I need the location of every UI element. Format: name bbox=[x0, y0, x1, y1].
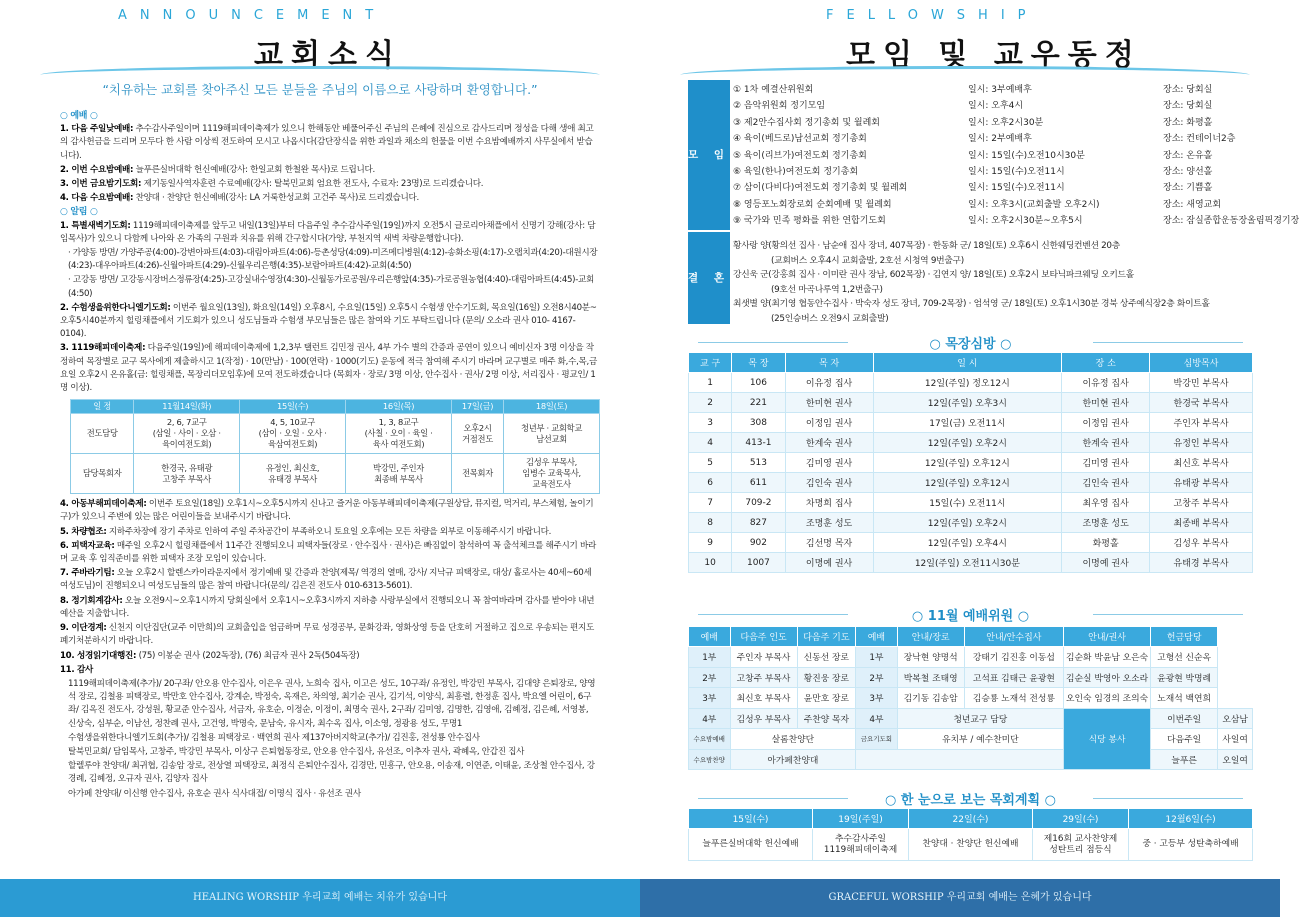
notice-item bbox=[60, 247, 598, 273]
visit-cell: 유태광 부목사 bbox=[1150, 473, 1253, 493]
duty-cell: 황진웅 장로 bbox=[797, 667, 856, 688]
duty-header: 예배 bbox=[689, 627, 731, 647]
notice-item bbox=[60, 567, 598, 593]
notice-label: 7. 주바라기팀: bbox=[60, 568, 115, 579]
visit-cell: 3 bbox=[689, 413, 732, 433]
meeting-name: ④ 육이(베드로)남선교회 정기총회 bbox=[733, 134, 867, 145]
meeting-time: 일시: 3부예배후 bbox=[968, 85, 1032, 95]
announcement-eyebrow: ANNOUNCEMENT bbox=[118, 8, 387, 23]
visit-cell: 김인숙 권사 bbox=[785, 473, 873, 493]
meeting-place: 장소: 온유홀 bbox=[1163, 150, 1213, 161]
visit-cell: 한계숙 권사 bbox=[785, 433, 873, 453]
notice-item bbox=[60, 540, 598, 566]
schedule-header: 16일(목) bbox=[346, 400, 452, 414]
visit-cell: 최종배 부목사 bbox=[1150, 513, 1253, 533]
visit-cell: 8 bbox=[689, 513, 732, 533]
plan-cell: 중 · 고등부 성탄축하예배 bbox=[1129, 829, 1253, 861]
visit-cell: 709-2 bbox=[732, 493, 785, 513]
duty-cell: 김기동 김송암 bbox=[897, 688, 964, 709]
visit-row bbox=[689, 493, 1253, 513]
visit-cell: 9 bbox=[689, 533, 732, 553]
duty-cell: 윤광현 박명례 bbox=[1151, 667, 1218, 688]
duty-cell: 수요밤찬양 bbox=[689, 749, 731, 770]
notice-label: 6. 피택자교육: bbox=[60, 540, 115, 551]
duty-cell: 다음주일 bbox=[1151, 729, 1218, 750]
visit-cell: 조명훈 성도 bbox=[1062, 513, 1150, 533]
visit-row bbox=[689, 393, 1253, 413]
visit-cell: 조명훈 성도 bbox=[785, 513, 873, 533]
notice-item bbox=[60, 678, 598, 731]
duty-cell: 오인숙 임경의 조의숙 bbox=[1064, 688, 1151, 709]
visit-cell: 한미현 권사 bbox=[1062, 393, 1150, 413]
duty-cell: 노재석 백연희 bbox=[1151, 688, 1218, 709]
wedding-line: (9호선 마곡나루역 1,2번출구) bbox=[771, 284, 883, 295]
duty-cell: 최신호 부목사 bbox=[730, 688, 797, 709]
visit-cell: 12일(주일) 정오12시 bbox=[873, 373, 1062, 393]
duty-cell: 4부 bbox=[689, 708, 731, 729]
visit-cell: 413-1 bbox=[732, 433, 785, 453]
notice-item bbox=[60, 220, 598, 246]
notice-text: 할렐루야 찬양대/ 최귀협, 김송암 장로, 전상열 피택장로, 최정식 은퇴안수집사, 김경만, 민흥구, 안오용, 이송재, 이연준, 이태윤, 조상철 안수집사, 강경례, 김혜정, 오규자 권사, 김양자 집사 bbox=[68, 761, 595, 785]
visit-cell: 12일(주일) 오후2시 bbox=[873, 433, 1062, 453]
meeting-time: 일시: 2부예배후 bbox=[968, 134, 1032, 145]
plan-cell: 늘푸른실버대학 헌신예배 bbox=[689, 829, 813, 861]
visit-cell: 주인자 부목사 bbox=[1150, 413, 1253, 433]
visit-cell: 2 bbox=[689, 393, 732, 413]
duty-cell: 김승룡 노재석 전성룡 bbox=[964, 688, 1063, 709]
notice-item bbox=[60, 788, 598, 801]
notice-text: 늘푸른실버대학 헌신예배(강사: 한일교회 한철완 목사)로 드립니다. bbox=[133, 164, 375, 175]
duty-cell: 4부 bbox=[856, 708, 898, 729]
duty-cell: 장낙현 양명석 bbox=[897, 647, 964, 668]
announcement-body bbox=[60, 110, 598, 802]
visit-cell: 221 bbox=[732, 393, 785, 413]
visit-cell: 유정인 부목사 bbox=[1150, 433, 1253, 453]
notice-text: 신천지 이단집단(교주 이만희)의 교회출입을 엄금하며 무료 성경공부, 문화강좌, 영화상영 등을 단호히 거절하고 집으로 우송되는 편지도 폐기처분하시기 바랍니다. bbox=[60, 623, 595, 647]
duty-cell: 오삼남 bbox=[1218, 708, 1253, 729]
visit-cell: 이명예 권사 bbox=[1062, 553, 1150, 573]
notice-item bbox=[60, 760, 598, 786]
visit-cell: 7 bbox=[689, 493, 732, 513]
notice-label: 2. 수험생을위한다니엘기도회: bbox=[60, 302, 171, 313]
notice-text: (75) 이봉순 권사 (202독장), (76) 최금자 권사 2독(504독장) bbox=[136, 650, 360, 661]
notice-item bbox=[60, 274, 598, 300]
notice-label: 11. 감사 bbox=[60, 664, 94, 675]
visit-cell: 1 bbox=[689, 373, 732, 393]
schedule-cell: 담당목회자 bbox=[71, 454, 134, 494]
notice-item bbox=[60, 302, 598, 342]
duty-header: 안내/안수집사 bbox=[964, 627, 1063, 647]
footer-graceful-worship: GRACEFUL WORSHIP 우리교회 예배는 은혜가 있습니다 bbox=[640, 879, 1280, 917]
notice-label: 4. 아동부해피데이축제: bbox=[60, 499, 147, 510]
visit-cell: 6 bbox=[689, 473, 732, 493]
notice-list-b bbox=[60, 498, 598, 800]
duty-cell: 주인자 부목사 bbox=[730, 647, 797, 668]
duty-cell: 신동선 장로 bbox=[797, 647, 856, 668]
visit-header: 교 구 bbox=[689, 353, 732, 373]
notice-text: · 가양동 방면/ 가양주공(4:00)-강변아파트(4:03)-대림아파트(4:06)-등촌성당(4:09)-미즈메디병원(4:12)-송화소핑(4:17)-오랩치과(4:20)-대원시장(4:23)-대우아파트(4:26)-신월아파트(4:29)-신월우리은행(4:35)-보람아파트(4:42)-교회(4:50) bbox=[68, 248, 598, 272]
visit-cell: 4 bbox=[689, 433, 732, 453]
notice-text: 1119해피데이축제를 앞두고 내일(13일)부터 다음주일 추수감사주일(19일)까지 오전5시 글로리아채플에서 신명기 강해(강사: 담임목사)가 있으니 다함께 나아와 온 가족의 구원과 치유를 위해 간구합시다(가양, 부천지역 새벽 차량운행합니다). bbox=[60, 220, 596, 244]
fellowship-eyebrow: FELLOWSHIP bbox=[826, 8, 1039, 23]
plan-header: 22일(수) bbox=[909, 809, 1033, 829]
duty-cell: 금요기도회 bbox=[856, 729, 898, 750]
duty-caption: ○ 11월 예배위원 ○ bbox=[688, 605, 1253, 624]
duty-row bbox=[689, 667, 1253, 688]
visit-cell: 12일(주일) 오후3시 bbox=[873, 393, 1062, 413]
meeting-time: 일시: 15일(수)오전11시 bbox=[968, 167, 1065, 177]
duty-cell: 수요밤예배 bbox=[689, 729, 731, 750]
duty-cell: 3부 bbox=[856, 688, 898, 709]
notice-text: 이번주 토요일(18일) 오후1시~오후5시까지 신나고 즐거운 아동부해피데이축제(구원상담, 뮤지컬, 먹거리, 부스체험, 놀이기구)가 있으니 주변에 있는 많은 어린이들을 보내주시기 바랍니다. bbox=[60, 499, 594, 523]
notice-label: 3. 1119해피데이축제: bbox=[60, 343, 146, 354]
notice-label: 4. 다음 수요밤예배: bbox=[60, 193, 134, 204]
visit-row bbox=[689, 413, 1253, 433]
page-title: 교회소식 bbox=[254, 38, 402, 73]
notice-item bbox=[60, 650, 598, 663]
visit-cell: 김인숙 권사 bbox=[1062, 473, 1150, 493]
footer-healing-worship: HEALING WORSHIP 우리교회 예배는 치유가 있습니다 bbox=[0, 879, 640, 917]
wedding-line: (교회버스 오후4시 교회출발, 2호선 시청역 9번출구) bbox=[771, 255, 964, 266]
notice-text: 오늘 오후2시 할렌스카이라운지에서 정기예배 및 간증과 찬양(제목/ 역경의 열매, 강사/ 지낙규 피택장로, 대상/ 홀로사는 40세~60세 여성도님)이 진행되오니 여성도님들의 많은 참여 바랍니다(문의/ 김은진 전도사 010-6313-5601). bbox=[60, 568, 592, 592]
wedding-line: 강신욱 군(강홍희 집사 · 이미란 권사 장남, 602목장) · 김연지 양/ 18일(토) 오후2시 보타닉파크웨딩 오키드홀 bbox=[733, 270, 1134, 281]
meeting-time: 일시: 15일(수)오전11시 bbox=[968, 183, 1065, 194]
duty-header: 예배 bbox=[856, 627, 898, 647]
notice-text: 제기동일사역자훈련 수료예배(강사: 탈북민교회 엄요한 전도사, 수료자: 23명)로 드리겠습니다. bbox=[141, 179, 484, 190]
notice-item bbox=[60, 732, 598, 745]
visit-cell: 화평홀 bbox=[1062, 533, 1150, 553]
visit-cell: 이명예 권사 bbox=[785, 553, 873, 573]
visit-cell: 최우영 집사 bbox=[1062, 493, 1150, 513]
duty-cell: 아가페찬양대 bbox=[730, 749, 856, 770]
duty-cell: 김성우 부목사 bbox=[730, 708, 797, 729]
duty-row bbox=[689, 749, 1253, 770]
visit-cell: 513 bbox=[732, 453, 785, 473]
duty-cell: 청년교구 담당 bbox=[897, 708, 1063, 729]
visit-header: 일 시 bbox=[873, 353, 1062, 373]
duty-header: 헌금담당 bbox=[1151, 627, 1218, 647]
notice-item bbox=[60, 622, 598, 648]
visit-cell: 902 bbox=[732, 533, 785, 553]
schedule-row bbox=[71, 414, 600, 454]
meetings-weddings-box bbox=[688, 80, 1299, 325]
notice-label: 8. 정기회계감사: bbox=[60, 595, 123, 606]
notice-text: 이번주 월요일(13일), 화요일(14일) 오후8시, 수요일(15일) 오후5시 수험생 안수기도회, 목요일(16일) 오전8시40분~오후5시40분까지 힐링채플에서 기도회가 있으니 성도님들과 수험생 부모님들은 많은 참여와 기도 부탁드립니다 (문의/ 오소라 권사 010- 4167- 0104). bbox=[60, 302, 597, 340]
meeting-place: 장소: 양선홀 bbox=[1163, 167, 1213, 177]
duty-cell: 고석표 김태근 윤광현 bbox=[964, 667, 1063, 688]
visit-cell: 김미영 권사 bbox=[1062, 453, 1150, 473]
duty-cell: 유치부 / 예수찬미단 bbox=[897, 729, 1063, 750]
visit-row bbox=[689, 373, 1253, 393]
visit-cell: 12일(주일) 오후12시 bbox=[873, 473, 1062, 493]
evangelism-schedule-table bbox=[70, 399, 600, 494]
duty-cell: 2부 bbox=[856, 667, 898, 688]
notice-item bbox=[60, 192, 598, 205]
notice-label: 1. 특별새벽기도회: bbox=[60, 220, 131, 231]
plan-header: 12월6일(수) bbox=[1129, 809, 1253, 829]
meeting-name: ⑧ 영등포노회장로회 순회예배 및 월례회 bbox=[733, 199, 892, 210]
meeting-place: 장소: 화평홀 bbox=[1163, 117, 1213, 128]
meeting-side-label: 모 임 bbox=[688, 80, 730, 230]
visit-row bbox=[689, 533, 1253, 553]
meal-service-label: 식당 봉사 bbox=[1064, 708, 1151, 770]
visit-cell: 106 bbox=[732, 373, 785, 393]
schedule-cell: 박강민, 주인자 최종배 부목사 bbox=[346, 454, 452, 494]
notice-label: 3. 이번 금요밤기도회: bbox=[60, 179, 142, 190]
meeting-place: 장소: 당회실 bbox=[1163, 85, 1213, 95]
visit-table bbox=[688, 352, 1253, 573]
notice-item bbox=[60, 595, 598, 621]
meeting-name: ⑥ 육일(한나)여전도회 정기총회 bbox=[733, 167, 859, 177]
meeting-time: 일시: 오후4시 bbox=[968, 101, 1024, 112]
notice-item bbox=[60, 123, 598, 163]
visit-header: 목 자 bbox=[785, 353, 873, 373]
notice-item bbox=[60, 164, 598, 177]
meeting-place: 장소: 잠실종합운동장올림픽경기장 bbox=[1163, 216, 1299, 227]
notice-label: 1. 다음 주일낮예배: bbox=[60, 124, 134, 135]
plan-table bbox=[688, 808, 1253, 861]
notice-item bbox=[60, 178, 598, 191]
duty-row bbox=[689, 729, 1253, 750]
schedule-header: 18일(토) bbox=[504, 400, 600, 414]
visit-cell: 한미현 권사 bbox=[785, 393, 873, 413]
schedule-cell: 4, 5, 10교구 (삼이 · 오일 · 오사 · 육삼여전도회) bbox=[240, 414, 346, 454]
meeting-name: ① 1차 예결산위원회 bbox=[733, 85, 814, 95]
meeting-place: 장소: 새영교회 bbox=[1163, 199, 1222, 210]
welcome-message: “치유하는 교회를 찾아주신 모든 분들을 주님의 이름으로 사랑하며 환영합니다.” bbox=[102, 82, 538, 97]
notice-text: 1119해피데이축제(추가)/ 20구좌/ 안오용 안수집사, 이은우 권사, 노희숙 집사, 이고은 성도, 10구좌/ 유정인, 박강민 부목사, 김대양 은퇴장로, 양영석 장로, 김철용 피택장로, 박만호 안수집사, 강계순, 박정숙, 옥재은, 차의영, 최기순 권사, 김기석, 이양식, 최흥렬, 한정훈 집사, 박요엘 어린이, 6구좌/ 김옥진 전도사, 강성원, 황교준 안수집사, 서금자, 유호순, 이정순, 이정이, 최명숙 권사, 2구좌/ 김미영, 김명한, 김영애, 김혜정, 김은혜, 서영봉, 신상숙, 심부순, 이남선, 정찬례 권사, 고건영, 박명숙, 문남숙, 유시자, 최수옥 집사, 이소영, 정광용 성도, 무명1 bbox=[68, 678, 596, 729]
visit-cell: 이유정 집사 bbox=[785, 373, 873, 393]
schedule-row bbox=[71, 454, 600, 494]
wedding-side-label: 결 혼 bbox=[688, 232, 730, 324]
notice-item bbox=[60, 746, 598, 759]
meeting-name: ③ 제2안수집사회 정기총회 및 월례회 bbox=[733, 117, 880, 128]
notice-text: 수험생을위한다니엘기도회(추가)/ 김철용 피택장로 · 백연희 권사 제137아버지학교(추가)/ 김진홍, 전성룡 안수집사 bbox=[68, 732, 480, 743]
plan-caption: ○ 한 눈으로 보는 목회계획 ○ bbox=[688, 789, 1253, 808]
schedule-cell: 김성우 부목사, 임병수 교육목사, 교육전도사 bbox=[504, 454, 600, 494]
notice-label: 2. 이번 수요밤예배: bbox=[60, 164, 134, 175]
notice-text: 아가페 찬양대/ 이신행 안수집사, 유호순 권사 식사대접/ 이명식 집사 · 유선조 권사 bbox=[68, 788, 361, 799]
announcement-page bbox=[0, 0, 640, 917]
plan-cell: 제16회 교사찬양제 성탄트리 점등식 bbox=[1032, 829, 1128, 861]
visit-cell: 1007 bbox=[732, 553, 785, 573]
visit-caption: ○ 목장심방 ○ bbox=[688, 333, 1253, 352]
plan-cell: 추수감사주일 1119해피데이축제 bbox=[813, 829, 909, 861]
meeting-time: 일시: 오후3시(교회출발 오후2시) bbox=[968, 199, 1100, 210]
schedule-header: 17일(금) bbox=[451, 400, 503, 414]
notice-text: 찬양대 · 찬양단 헌신예배(강사: LA 거룩한성교회 고건주 목사)로 드리겠습니다. bbox=[133, 193, 419, 204]
schedule-header: 15일(수) bbox=[240, 400, 346, 414]
schedule-cell: 전도담당 bbox=[71, 414, 134, 454]
wedding-line: 황사랑 양(황의선 집사 · 남순애 집사 장녀, 407목장) · 한동화 군/ 18일(토) 오후6시 신한웨딩컨벤션 20층 bbox=[733, 241, 1120, 251]
duty-cell: 윤만호 장로 bbox=[797, 688, 856, 709]
meeting-time: 일시: 오후2시30분 bbox=[968, 117, 1044, 128]
meeting-name: ⑦ 삼이(다비다)여전도회 정기총회 및 월례회 bbox=[733, 183, 908, 194]
duty-cell: 오일여 bbox=[1218, 749, 1253, 770]
visit-cell: 10 bbox=[689, 553, 732, 573]
schedule-cell: 청년부 · 교회학교 남선교회 bbox=[504, 414, 600, 454]
duty-table bbox=[688, 626, 1253, 770]
meeting-place: 장소: 당회실 bbox=[1163, 101, 1213, 112]
visit-cell: 유태경 부목사 bbox=[1150, 553, 1253, 573]
visit-row bbox=[689, 433, 1253, 453]
visit-header: 목 장 bbox=[732, 353, 785, 373]
schedule-cell: 전목회자 bbox=[451, 454, 503, 494]
notice-item bbox=[60, 526, 598, 539]
page-title-fellowship: 모임 및 교우동정 bbox=[846, 38, 1142, 73]
duty-header: 다음주 기도 bbox=[797, 627, 856, 647]
wedding-line: 최샛별 양(최기영 협동안수집사 · 박숙자 성도 장녀, 709-2목장) · 엄석영 군/ 18일(토) 오후1시30분 경북 상주예식장2층 화이트홀 bbox=[733, 299, 1210, 310]
duty-cell: 김순실 박영아 오소라 bbox=[1064, 667, 1151, 688]
visit-row bbox=[689, 553, 1253, 573]
visit-cell: 차명희 집사 bbox=[785, 493, 873, 513]
notice-text: 탈북민교회/ 담임목사, 고창주, 박강민 부목사, 이상구 은퇴협동장로, 안오용 안수집사, 유선조, 이추자 권사, 곽혜옥, 안갑진 집사 bbox=[68, 746, 525, 757]
notice-text: · 고강동 방면/ 고강동시장버스정류장(4:25)-고강실내수영장(4:30)-신월동가로공원/우리은행앞(4:35)-가로공원농협(4:40)-대림아파트(4:45)-교회(4:50) bbox=[68, 275, 595, 299]
notice-text: 지하주차장에 장기 주차로 인하여 주일 주차공간이 부족하오니 토요일 오후에는 모든 차량을 외부로 이동해주시기 바랍니다. bbox=[106, 526, 552, 537]
duty-cell: 김순화 박윤남 오은숙 bbox=[1064, 647, 1151, 668]
duty-cell: 2부 bbox=[689, 667, 731, 688]
duty-cell bbox=[856, 749, 1064, 770]
duty-cell: 3부 bbox=[689, 688, 731, 709]
visit-cell: 김성우 부목사 bbox=[1150, 533, 1253, 553]
meeting-name: ② 음악위원회 정기모임 bbox=[733, 101, 826, 112]
worship-heading: ○ 예배 ○ bbox=[60, 111, 98, 121]
visit-cell: 김미영 권사 bbox=[785, 453, 873, 473]
duty-cell: 사일여 bbox=[1218, 729, 1253, 750]
duty-cell: 늘푸른 bbox=[1151, 749, 1218, 770]
visit-cell: 12일(주일) 오후4시 bbox=[873, 533, 1062, 553]
visit-cell: 308 bbox=[732, 413, 785, 433]
duty-row bbox=[689, 708, 1253, 729]
duty-cell: 고창주 부목사 bbox=[730, 667, 797, 688]
notice-item bbox=[60, 498, 598, 524]
visit-cell: 최신호 부목사 bbox=[1150, 453, 1253, 473]
schedule-cell: 1, 3, 8교구 (사칠 · 오이 · 육일 · 육사 여전도회) bbox=[346, 414, 452, 454]
visit-cell: 12일(주일) 오전11시30분 bbox=[873, 553, 1062, 573]
duty-cell: 주찬양 목자 bbox=[797, 708, 856, 729]
visit-cell: 박강민 부목사 bbox=[1150, 373, 1253, 393]
visit-row bbox=[689, 473, 1253, 493]
notice-item bbox=[60, 342, 598, 395]
visit-cell: 12일(주일) 오후12시 bbox=[873, 453, 1062, 473]
duty-header: 안내/권사 bbox=[1064, 627, 1151, 647]
wedding-line: (25인승버스 오전9시 교회출발) bbox=[771, 314, 889, 324]
visit-cell: 611 bbox=[732, 473, 785, 493]
visit-cell: 한계숙 권사 bbox=[1062, 433, 1150, 453]
notice-item bbox=[60, 664, 598, 677]
meeting-time: 일시: 15일(수)오전10시30분 bbox=[968, 150, 1085, 161]
schedule-cell: 오후2시 거점전도 bbox=[451, 414, 503, 454]
duty-cell: 1부 bbox=[856, 647, 898, 668]
notice-list-a bbox=[60, 220, 598, 396]
visit-cell: 이정임 권사 bbox=[785, 413, 873, 433]
meeting-name: ⑤ 육이(리브가)여전도회 정기총회 bbox=[733, 150, 867, 161]
visit-cell: 827 bbox=[732, 513, 785, 533]
meeting-name: ⑨ 국가와 민족 평화를 위한 연합기도회 bbox=[733, 216, 886, 227]
duty-row bbox=[689, 647, 1253, 668]
plan-header: 29일(수) bbox=[1032, 809, 1128, 829]
duty-cell: 박복철 조태영 bbox=[897, 667, 964, 688]
visit-cell: 한경국 부목사 bbox=[1150, 393, 1253, 413]
fellowship-page bbox=[640, 0, 1299, 917]
visit-header: 심방목사 bbox=[1150, 353, 1253, 373]
duty-cell: 이번주일 bbox=[1151, 708, 1218, 729]
plan-header: 19일(주일) bbox=[813, 809, 909, 829]
schedule-header: 11월14일(화) bbox=[134, 400, 240, 414]
duty-cell: 강태기 김진홍 이동섭 bbox=[964, 647, 1063, 668]
notice-label: 10. 성경읽기대행진: bbox=[60, 650, 137, 661]
notice-heading: ○ 알림 ○ bbox=[60, 207, 98, 218]
schedule-header: 일 정 bbox=[71, 400, 134, 414]
visit-row bbox=[689, 453, 1253, 473]
meeting-place: 장소: 컨테이너2층 bbox=[1163, 134, 1236, 145]
duty-row bbox=[689, 688, 1253, 709]
worship-list bbox=[60, 123, 598, 205]
meeting-place: 장소: 기쁨홀 bbox=[1163, 183, 1213, 194]
duty-header: 안내/장로 bbox=[897, 627, 964, 647]
visit-cell: 12일(주일) 오후2시 bbox=[873, 513, 1062, 533]
notice-text: 추수감사주일이며 1119해피데이축제가 있으니 한해동안 베풀어주신 주님의 은혜에 진심으로 감사드리며 정성을 다해 생애 최고의 감사헌금을 드리며 모두다 한 사람 이상씩 전도하여 모시고 나옵시다(감단장식을 위한 과일과 채소의 헌물을 이번 수요밤예배까지 사무실에서 받습니다). bbox=[60, 124, 594, 161]
notice-text: 다음주일(19일)에 해피데이축제에 1,2,3부 탤런트 김민정 권사, 4부 가수 별의 간증과 공연이 있으니 예비신자 3명 이상을 작정하여 목장별로 교구 목사에게 제출하시고 1(작정) · 10(만남) · 100(연락) · 1000(기도) 운동에 적극 참여해 주시기 바라며 교구별로 매주 화,수,목,금요일 오후2시 온유홀(금: 힐링채플, 목장리더모임후)에 모여 전도하겠습니다 (목회자 · 장로/ 3명 이상, 안수집사 · 권사/ 2명 이상, 서리집사 · 평교인/ 1명 이상). bbox=[60, 343, 597, 394]
notice-text: 오늘 오전9시~오후1시까지 당회실에서 오후1시~오후3시까지 지하층 사랑부실에서 진행되오니 꼭 참여바라며 감사를 받아야 내년 예산을 지출합니다. bbox=[60, 595, 595, 619]
visit-cell: 이정임 권사 bbox=[1062, 413, 1150, 433]
visit-cell: 김선명 목자 bbox=[785, 533, 873, 553]
visit-row bbox=[689, 513, 1253, 533]
schedule-cell: 유정인, 최신호, 유태경 부목사 bbox=[240, 454, 346, 494]
schedule-cell: 한경국, 유태광 고창주 부목사 bbox=[134, 454, 240, 494]
meeting-time: 일시: 오후2시30분~오후5시 bbox=[968, 216, 1083, 227]
plan-cell: 찬양대 · 찬양단 헌신예배 bbox=[909, 829, 1033, 861]
notice-label: 9. 이단경계: bbox=[60, 623, 107, 634]
visit-cell: 이유정 집사 bbox=[1062, 373, 1150, 393]
duty-cell: 1부 bbox=[689, 647, 731, 668]
visit-cell: 5 bbox=[689, 453, 732, 473]
schedule-cell: 2, 6, 7교구 (삼일 · 사이 · 오삼 · 육이여전도회) bbox=[134, 414, 240, 454]
duty-cell: 고형선 신순옥 bbox=[1151, 647, 1218, 668]
visit-cell: 고창주 부목사 bbox=[1150, 493, 1253, 513]
duty-cell: 살롬찬양단 bbox=[730, 729, 856, 750]
visit-cell: 17일(금) 오전11시 bbox=[873, 413, 1062, 433]
notice-text: 매주일 오후2시 힐링채플에서 11주간 진행되오니 피택자들(장로 · 안수집사 · 권사)은 빠짐없이 참석하여 꼭 출석체크를 해주시기 바라며 교육 후 임직준비를 위한 피택자 조장 모임이 있습니다. bbox=[60, 540, 596, 565]
visit-cell: 15일(수) 오전11시 bbox=[873, 493, 1062, 513]
notice-label: 5. 차량협조: bbox=[60, 526, 107, 537]
plan-header: 15일(수) bbox=[689, 809, 813, 829]
duty-header: 다음주 인도 bbox=[730, 627, 797, 647]
visit-header: 장 소 bbox=[1062, 353, 1150, 373]
